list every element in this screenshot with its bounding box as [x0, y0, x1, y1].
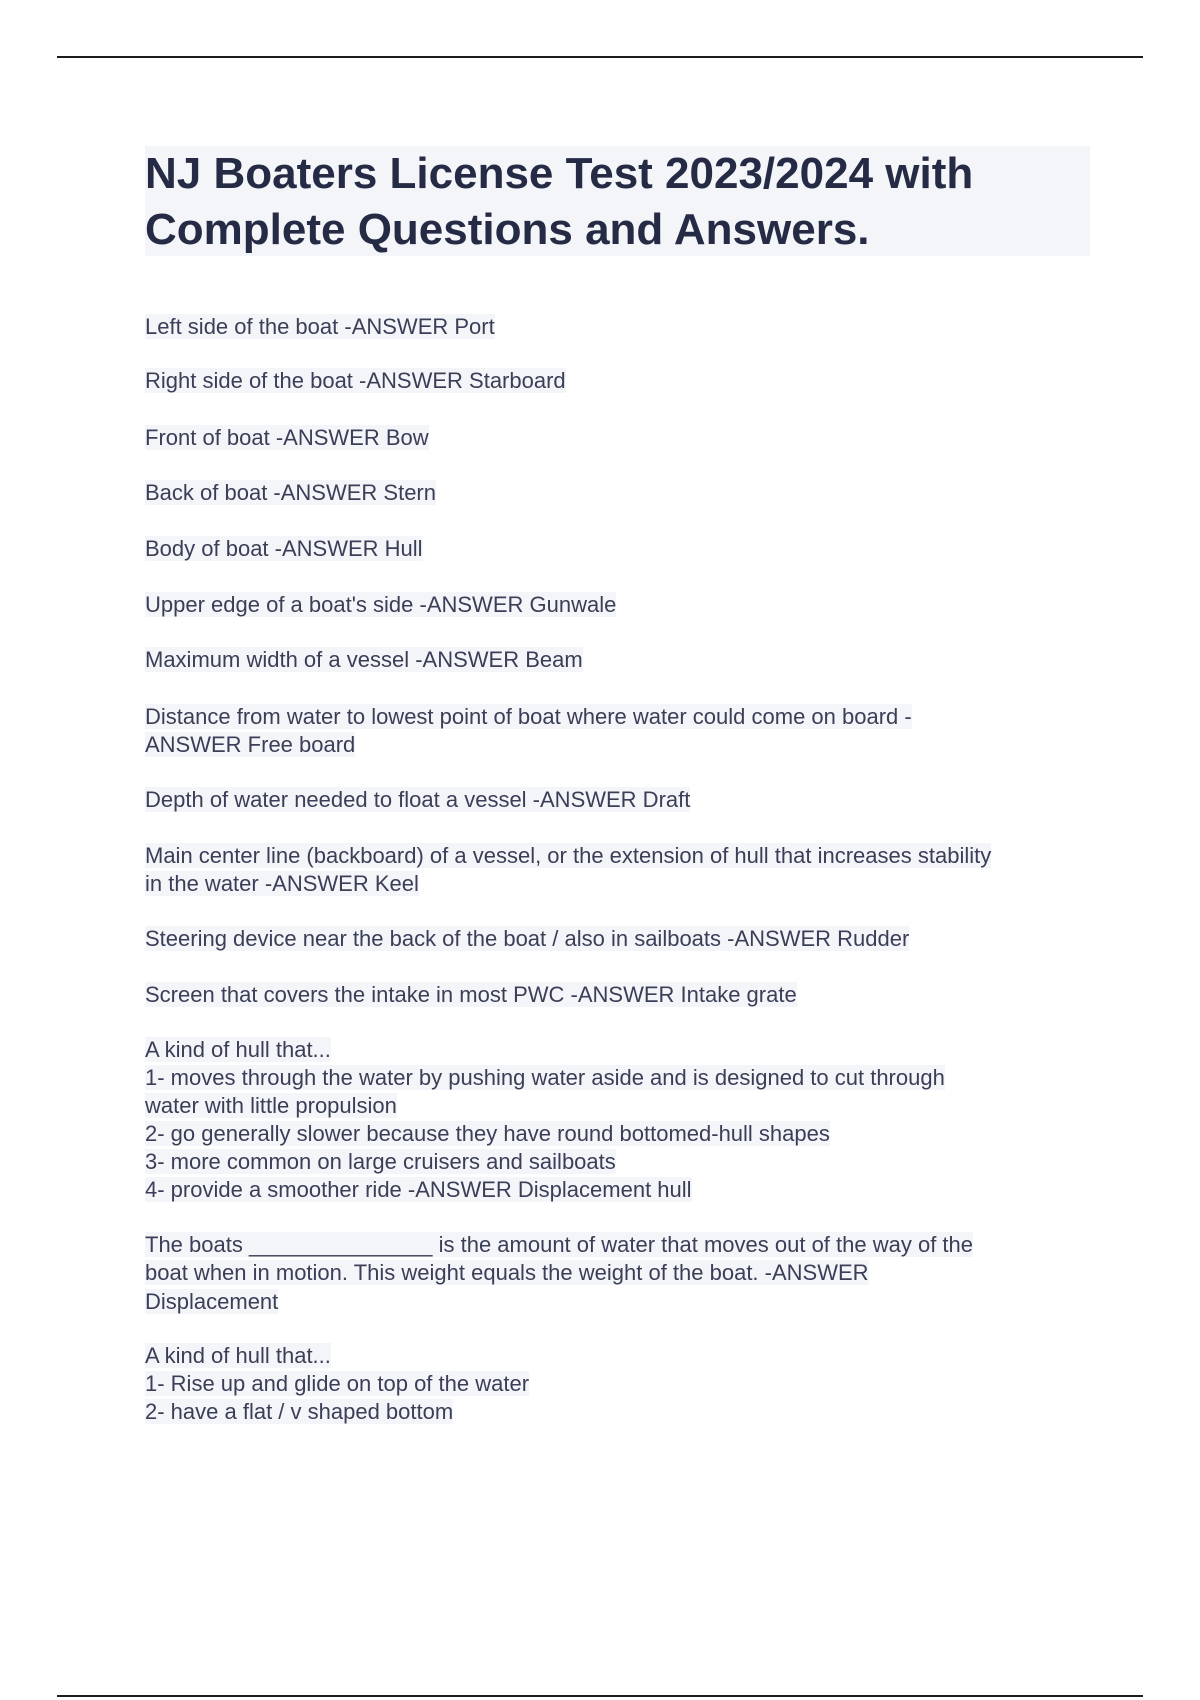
qa-line: Displacement — [145, 1289, 279, 1314]
qa-line: Body of boat -ANSWER Hull — [145, 536, 423, 561]
qa-line: Screen that covers the intake in most PWC -ANSWER Intake grate — [145, 982, 797, 1007]
qa-line: 2- have a flat / v shaped bottom — [145, 1399, 454, 1424]
qa-line: ANSWER Free board — [145, 732, 356, 757]
qa-line: Right side of the boat -ANSWER Starboard — [145, 368, 566, 393]
qa-line: Front of boat -ANSWER Bow — [145, 425, 429, 450]
qa-line: Depth of water needed to float a vessel -ANSWER Draft — [145, 787, 691, 812]
qa-line: 2- go generally slower because they have round bottomed-hull shapes — [145, 1121, 830, 1146]
qa-line: 1- moves through the water by pushing water aside and is designed to cut through — [145, 1065, 945, 1090]
qa-line: in the water -ANSWER Keel — [145, 871, 419, 896]
qa-line: Distance from water to lowest point of boat where water could come on board - — [145, 704, 912, 729]
qa-line: water with little propulsion — [145, 1093, 397, 1118]
qa-line: Back of boat -ANSWER Stern — [145, 480, 436, 505]
title-line-1: NJ Boaters License Test 2023/2024 with — [145, 149, 974, 198]
qa-line: A kind of hull that... — [145, 1343, 331, 1368]
qa-line: A kind of hull that... — [145, 1037, 331, 1062]
document-title — [145, 146, 1090, 256]
qa-line: Maximum width of a vessel -ANSWER Beam — [145, 647, 583, 672]
qa-line: Left side of the boat -ANSWER Port — [145, 314, 495, 339]
bottom-divider — [57, 1695, 1143, 1697]
qa-line: 4- provide a smoother ride -ANSWER Displacement hull — [145, 1177, 692, 1202]
qa-line: Steering device near the back of the boat / also in sailboats -ANSWER Rudder — [145, 926, 910, 951]
qa-line: The boats _______________ is the amount of water that moves out of the way of the — [145, 1232, 973, 1257]
top-divider — [57, 56, 1143, 58]
title-line-2: Complete Questions and Answers. — [145, 205, 870, 254]
qa-line: boat when in motion. This weight equals the weight of the boat. -ANSWER — [145, 1260, 869, 1285]
qa-line: Main center line (backboard) of a vessel, or the extension of hull that increases stability — [145, 843, 992, 868]
qa-line: 3- more common on large cruisers and sailboats — [145, 1149, 616, 1174]
qa-line: Upper edge of a boat's side -ANSWER Gunwale — [145, 592, 617, 617]
qa-line: 1- Rise up and glide on top of the water — [145, 1371, 530, 1396]
